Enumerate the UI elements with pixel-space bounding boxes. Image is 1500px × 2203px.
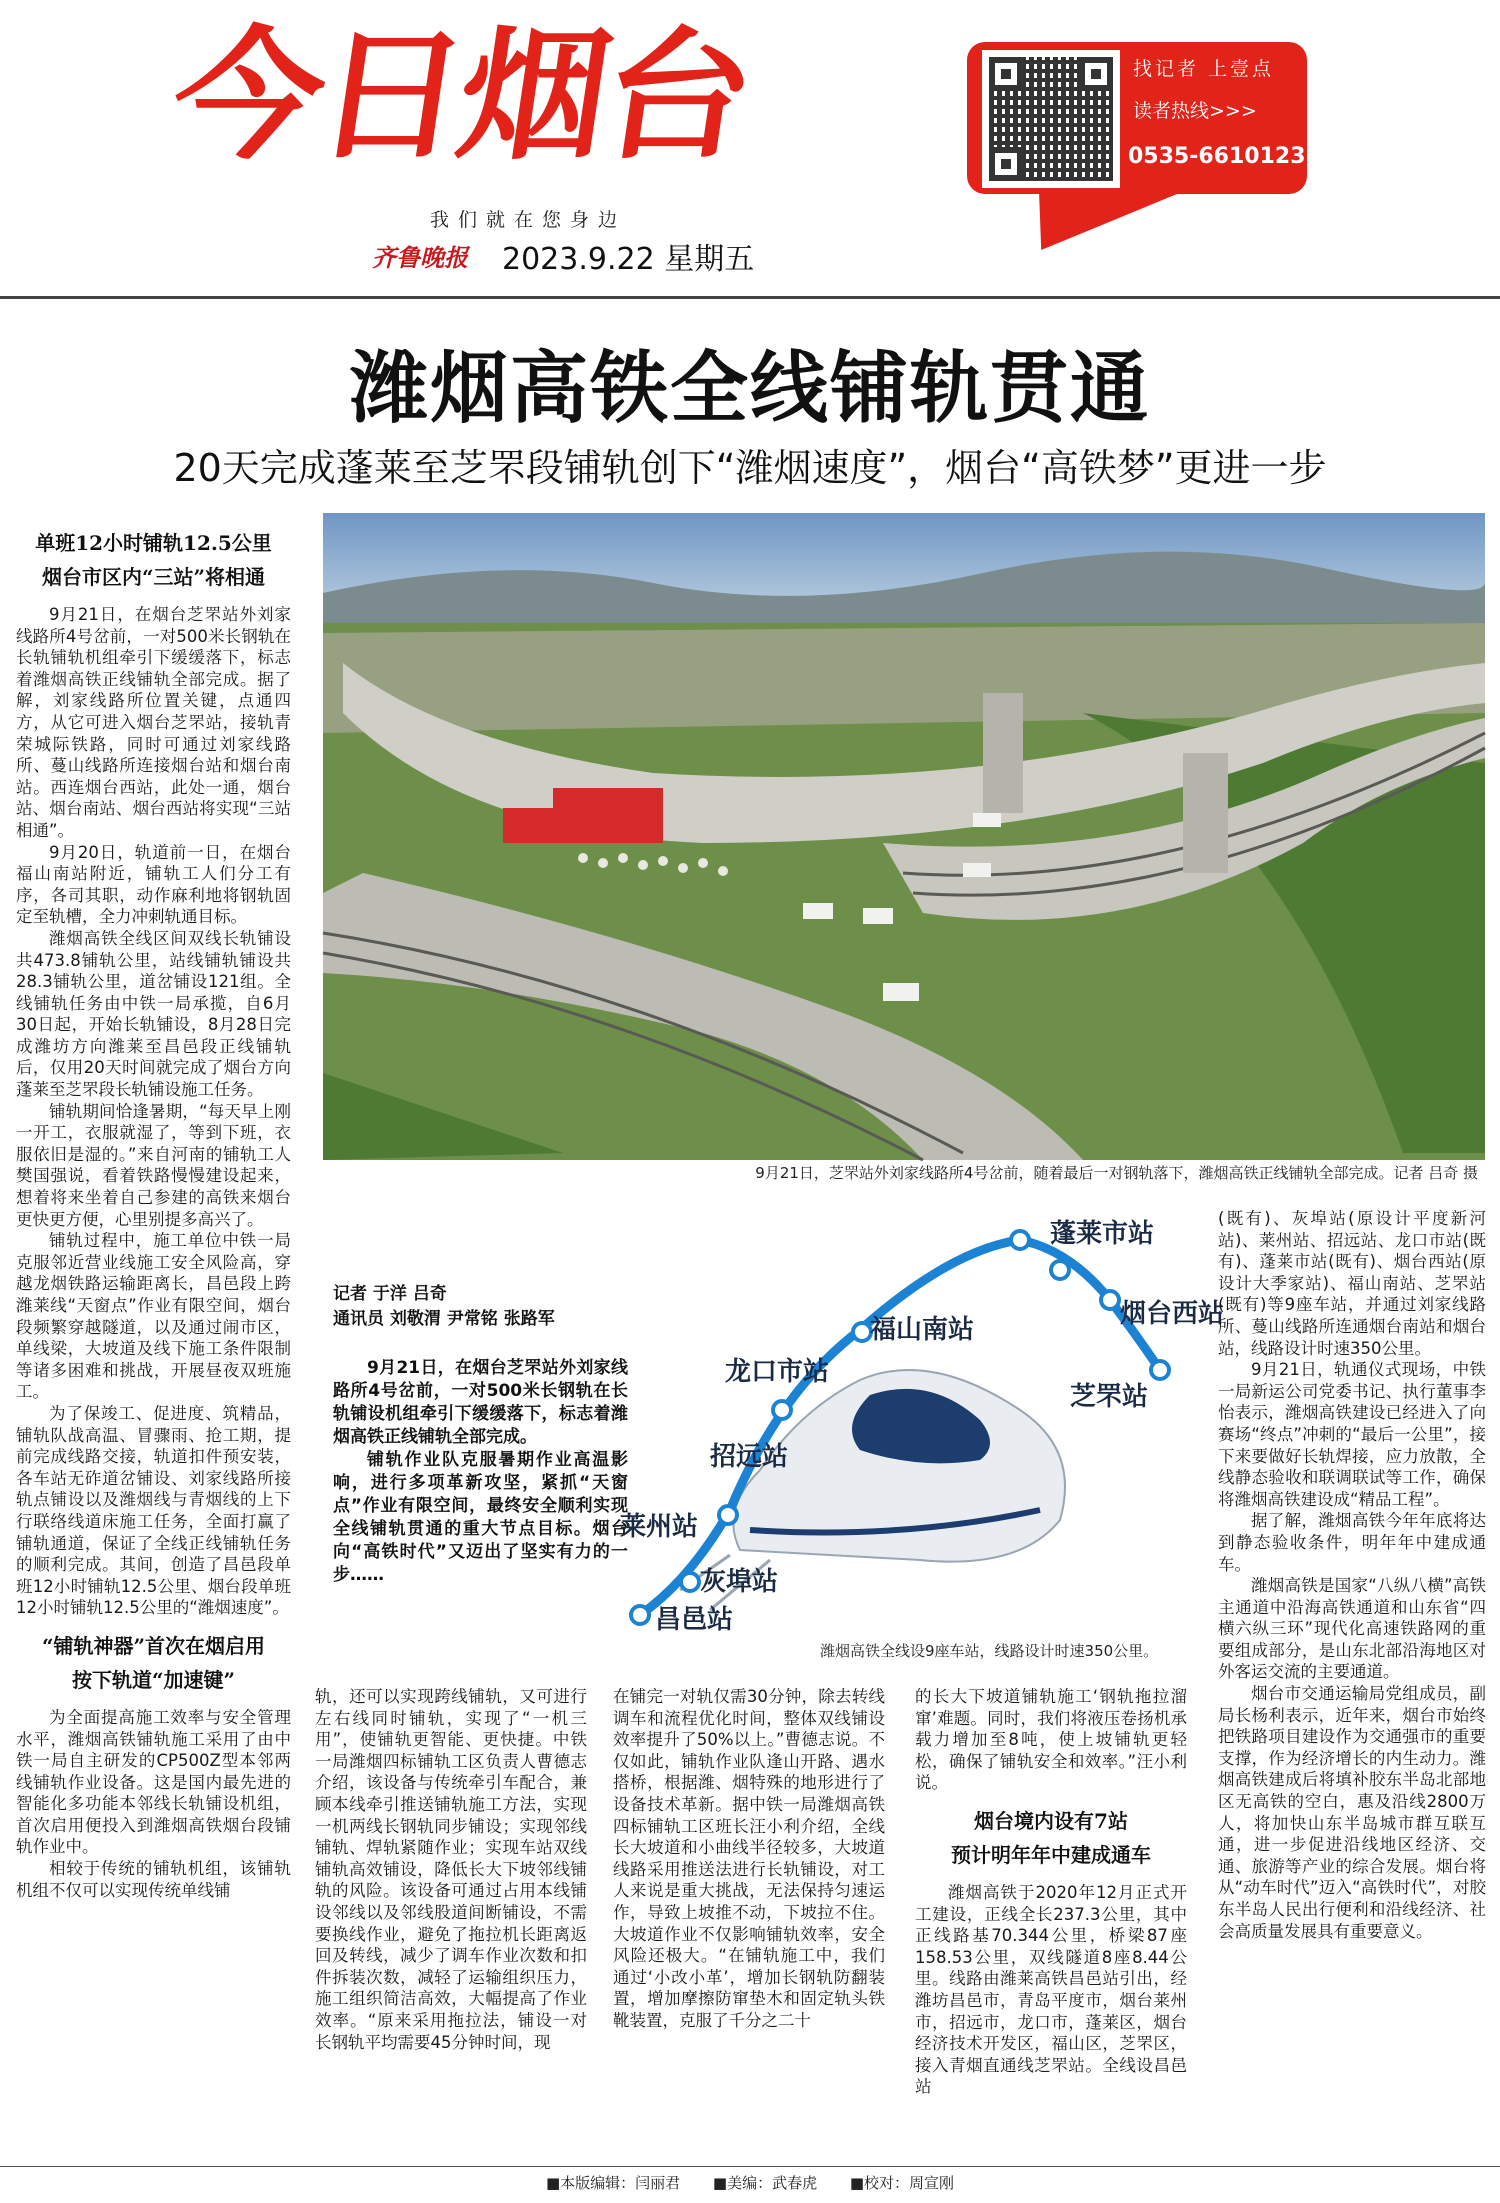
map-caption: 潍烟高铁全线设9座车站，线路设计时速350公里。 (820, 1642, 1159, 1660)
left-column (16, 526, 291, 1901)
paragraph: 相较于传统的铺轨机组，该铺轨机组不仅可以实现传统单线铺 (16, 1859, 291, 1900)
main-headline: 潍烟高铁全线铺轨贯通 (349, 343, 1150, 434)
footer-credits (0, 2172, 1500, 2193)
route-map (600, 1210, 1225, 1640)
sub-headline: 20天完成蓬莱至芝罘段铺轨创下“潍烟速度”，烟台“高铁梦”更进一步 (173, 446, 1327, 490)
masthead (0, 0, 1500, 300)
station-marker (773, 1401, 791, 1419)
station-marker (681, 1573, 699, 1591)
footer-rule (0, 2166, 1500, 2167)
station-marker (1101, 1291, 1119, 1309)
station-label: 龙口市站 (725, 1357, 830, 1387)
railway-photo (323, 513, 1485, 1160)
station-label: 福山南站 (870, 1315, 975, 1345)
hotline-label: 读者热线>>> (1133, 100, 1257, 122)
station-marker (1051, 1261, 1069, 1279)
station-label: 招远站 (710, 1442, 789, 1472)
qr-code[interactable] (982, 50, 1120, 188)
station-label: 莱州站 (620, 1512, 699, 1542)
paragraph: (既有)、灰埠站(原设计平度新河站)、莱州站、招远站、龙口市站(既有)、蓬莱市站(既有)、烟台西站(原设计大季家站)、福山南站、芝罘站(既有)等9座车站，并通过刘家线路所、蔓山线路所连通烟台南站和烟台站，线路设计时速350公里。 (1218, 1209, 1486, 1358)
lead-paragraph: 铺轨作业队克服暑期作业高温影响，进行多项革新攻坚，紧抓“天窗点”作业有限空间，最终安全顺利实现全线铺轨贯通的重大节点目标。烟台向“高铁时代”又迈出了坚实有力的一步…… (333, 1450, 628, 1585)
section-title: “铺轨神器”首次在烟启用 (41, 1633, 265, 1658)
paragraph: 9月20日，轨道前一日，在烟台福山南站附近，铺轨工人们分工有序，各司其职，动作麻利地将钢轨固定至轨槽，全力冲刺轨通目标。 (16, 842, 291, 927)
paragraph: 为全面提高施工效率与安全管理水平，潍烟高铁铺轨施工采用了由中铁一局自主研发的CP500Z型本邻两线铺轨作业设备。这是国内最先进的智能化多功能本邻线长轨铺设机组，首次启用便投入到潍烟高铁烟台段铺轨作业中。 (16, 1707, 291, 1857)
station-marker (853, 1323, 871, 1341)
route-map-svg (600, 1210, 1225, 1640)
designer-credit: ■美编：武春虎 (712, 2174, 818, 2192)
paragraph: 的长大下坡道铺轨施工‘钢轨拖拉溜窜’难题。同时，我们将液压卷扬机承载力增加至8吨，使上坡铺轨更轻松，确保了铺轨安全和效率。”汪小利说。 (915, 1687, 1187, 1793)
station-label: 昌邑站 (655, 1605, 734, 1635)
right-column (1218, 1208, 1486, 1942)
byline-correspondents: 通讯员 刘敬渭 尹常铭 张路军 (333, 1309, 555, 1329)
paragraph: 在铺完一对轨仅需30分钟，除去转线调车和流程优化时间，整体双线铺设效率提升了50%以上。”曹德志说。不仅如此，铺轨作业队逢山开路、遇水搭桥，根据潍、烟特殊的地形进行了设备技术革新。据中铁一局潍烟高铁四标铺轨工区班长汪小利介绍，全线长大坡道和小曲线半径较多，大坡道线路采用推送法进行长轨铺设，对工人来说是重大挑战，无法保持匀速运作，导致上坡推不动，下坡拉不住。大坡道作业不仅影响铺轨效率，安全风险还极大。“在铺轨施工中，我们通过‘小改小革’，增加长钢轨防翻装置，增加摩擦防窜垫木和固定轨头铁靴装置，克服了千分之二十 (613, 1687, 885, 2030)
bottom-column-1 (315, 1686, 587, 2053)
paragraph: 铺轨期间恰逢暑期，“每天早上刚一开工，衣服就湿了，等到下班，衣服依旧是湿的。”来自河南的铺轨工人樊国强说，看着铁路慢慢建设起来，想着将来坐着自己参建的高铁来烟台更快更方便，心里别提多高兴了。 (16, 1101, 291, 1229)
station-marker (1011, 1231, 1029, 1249)
station-label: 灰埠站 (700, 1567, 779, 1597)
issue-date: 2023.9.22 星期五 (502, 242, 755, 277)
bottom-column-2 (613, 1686, 885, 2032)
find-reporter-text: 找记者 上壹点 (1133, 58, 1275, 80)
qr-finder (989, 57, 1023, 91)
lead-box (333, 1357, 628, 1587)
station-marker (719, 1506, 737, 1524)
hotline-phone: 0535-6610123 (1128, 144, 1306, 169)
qr-finder (989, 147, 1023, 181)
paragraph: 潍烟高铁于2020年12月正式开工建设，正线全长237.3公里，其中正线路基70.344公里，桥梁87座158.53公里，双线隧道8座8.44公里。线路由潍莱高铁昌邑站引出，经潍坊昌邑市，青岛平度市，烟台莱州市，招远市，龙口市，蓬莱区，烟台经济技术开发区，福山区，芝罘区，接入青烟直通线芝罘站。全线设昌邑站 (915, 1882, 1187, 2097)
byline (333, 1282, 555, 1332)
lead-paragraph: 9月21日，在烟台芝罘站外刘家线路所4号岔前，一对500米长钢轨在长轨铺设机组牵引下缓缓落下，标志着潍烟高铁正线铺轨全部完成。 (333, 1358, 628, 1447)
station-label: 芝罘站 (1070, 1382, 1149, 1412)
section-title: 烟台市区内“三站”将相通 (41, 565, 265, 589)
paragraph: 潍烟高铁全线区间双线长轨铺设共473.8铺轨公里，站线铺轨铺设共28.3铺轨公里，道岔铺设121组。全线铺轨任务由中铁一局承揽，自6月30日起，开始长轨铺设，8月28日完成潍坊方向潍莱至昌邑段正线铺轨后，仅用20天时间就完成了烟台方向蓬莱至芝罘段长轨铺设施工任务。 (16, 928, 291, 1100)
byline-reporters: 记者 于洋 吕奇 (333, 1284, 447, 1304)
paragraph: 轨，还可以实现跨线铺轨，又可进行左右线同时铺轨，实现了“一机三用”，使铺轨更智能、更快捷。中铁一局潍烟四标铺轨工区负责人曹德志介绍，该设备与传统牵引车配合，兼顾本线牵引推送铺轨施工方法，实现一机两线长钢轨同步铺设；实现邻线铺轨、焊轨紧随作业；实现车站双线铺轨高效铺设，降低长大下坡邻线铺轨的风险。该设备可通过占用本线铺设邻线以及邻线股道间断铺设，不需要换线作业，避免了拖拉机长距离返回及转线，减少了调车作业次数和扣件拆装次数，减轻了运输组织压力，施工组织简洁高效，大幅提高了作业效率。“原来采用拖拉法，铺设一对长钢轨平均需要45分钟时间，现 (315, 1687, 587, 2052)
editor-credit: ■本版编辑：闫丽君 (545, 2174, 681, 2192)
paragraph: 铺轨过程中，施工单位中铁一局克服邻近营业线施工安全风险高，穿越龙烟铁路运输距离长，昌邑段上跨潍莱线“天窗点”作业有限空间，烟台段频繁穿越隧道，以及通过闹市区，单线梁，大坡道及线下施工条件限制等诸多困难和挑战，开展昼夜双班施工。 (16, 1231, 291, 1402)
paragraph: 据了解，潍烟高铁今年年底将达到静态验收条件，明年年中建成通车。 (1218, 1511, 1486, 1574)
station-marker (631, 1606, 649, 1624)
section-title: 按下轨道“加速键” (71, 1667, 235, 1692)
paragraph: 烟台市交通运输局党组成员，副局长杨利表示，近年来，烟台市始终把铁路项目建设作为交通强市的重要支撑，作为经济增长的内生动力。潍烟高铁建成后将填补胶东半岛北部地区无高铁的空白，惠及沿线2800万人，将加快山东半岛城市群互联互通，进一步促进沿线地区经济、交通、旅游等产业的综合发展。烟台将从“动车时代”迈入“高铁时代”，对胶东半岛人民出行便利和沿线经济、社会高质量发展具有重要意义。 (1218, 1684, 1486, 1941)
newspaper-title: 今日烟台 (162, 14, 758, 179)
section-title: 预计明年年中建成通车 (951, 1842, 1151, 1867)
masthead-rule (0, 296, 1500, 299)
paragraph: 为了保竣工、促进度、筑精品，铺轨队战高温、冒骤雨、抢工期，提前完成线路交接，轨道扣件预安装，各车站无砟道岔铺设、刘家线路所接轨点铺设以及潍烟线与青烟线的上下行联络线道床施工任务，全面打赢了铺轨通道，保证了全线正线铺轨任务的顺利完成。其间，创造了昌邑段单班12小时铺轨12.5公里、烟台段单班12小时铺轨12.5公里的“潍烟速度”。 (16, 1403, 291, 1618)
paragraph: 9月21日，在烟台芝罘站外刘家线路所4号岔前，一对500米长钢轨在长轨铺轨机组牵引下缓缓落下，标志着潍烟高铁正线铺轨全部完成。据了解，刘家线路所位置关键，点通四方，从它可进入烟台芝罘站，接轨青荣城际铁路，同时可通过刘家线路所、蔓山线路所连接烟台站和烟台南站。西连烟台西站，此处一通，烟台站、烟台南站、烟台西站将实现“三站相通”。 (16, 605, 291, 840)
proofreader-credit: ■校对：周宣刚 (849, 2174, 955, 2192)
hotline-box-tail (1001, 185, 1199, 250)
bottom-column-3 (915, 1686, 1187, 2098)
paragraph: 9月21日，轨通仪式现场，中铁一局新运公司党委书记、执行董事李怡表示，潍烟高铁建设已经进入了向赛场“终点”冲刺的“最后一公里”，接下来要做好长轨焊接，应力放散，全线静态验收和联调联试等工作，确保将潍烟高铁建设成“精品工程”。 (1218, 1360, 1486, 1509)
station-label: 烟台西站 (1120, 1299, 1225, 1329)
qr-pattern (989, 57, 1113, 181)
paragraph: 潍烟高铁是国家“八纵八横”高铁主通道中沿海高铁通道和山东省“四横六纵三环”现代化高速铁路网的重要组成部分，是山东北部沿海地区对外客运交流的主要通道。 (1218, 1576, 1486, 1682)
section-title: 烟台境内设有7站 (974, 1808, 1128, 1833)
section-title: 单班12小时铺轨12.5公里 (35, 531, 272, 555)
photo-caption: 9月21日，芝罘站外刘家线路所4号岔前，随着最后一对钢轨落下，潍烟高铁正线铺轨全部完成。记者 吕奇 摄 (755, 1164, 1478, 1182)
railway-photo-illustration (323, 513, 1485, 1160)
station-marker (1151, 1361, 1169, 1379)
paper-name-logo: 齐鲁晚报 (372, 243, 468, 272)
qr-finder (1079, 57, 1113, 91)
slogan: 我们就在您身边 (430, 209, 627, 231)
station-label: 蓬莱市站 (1050, 1219, 1155, 1249)
